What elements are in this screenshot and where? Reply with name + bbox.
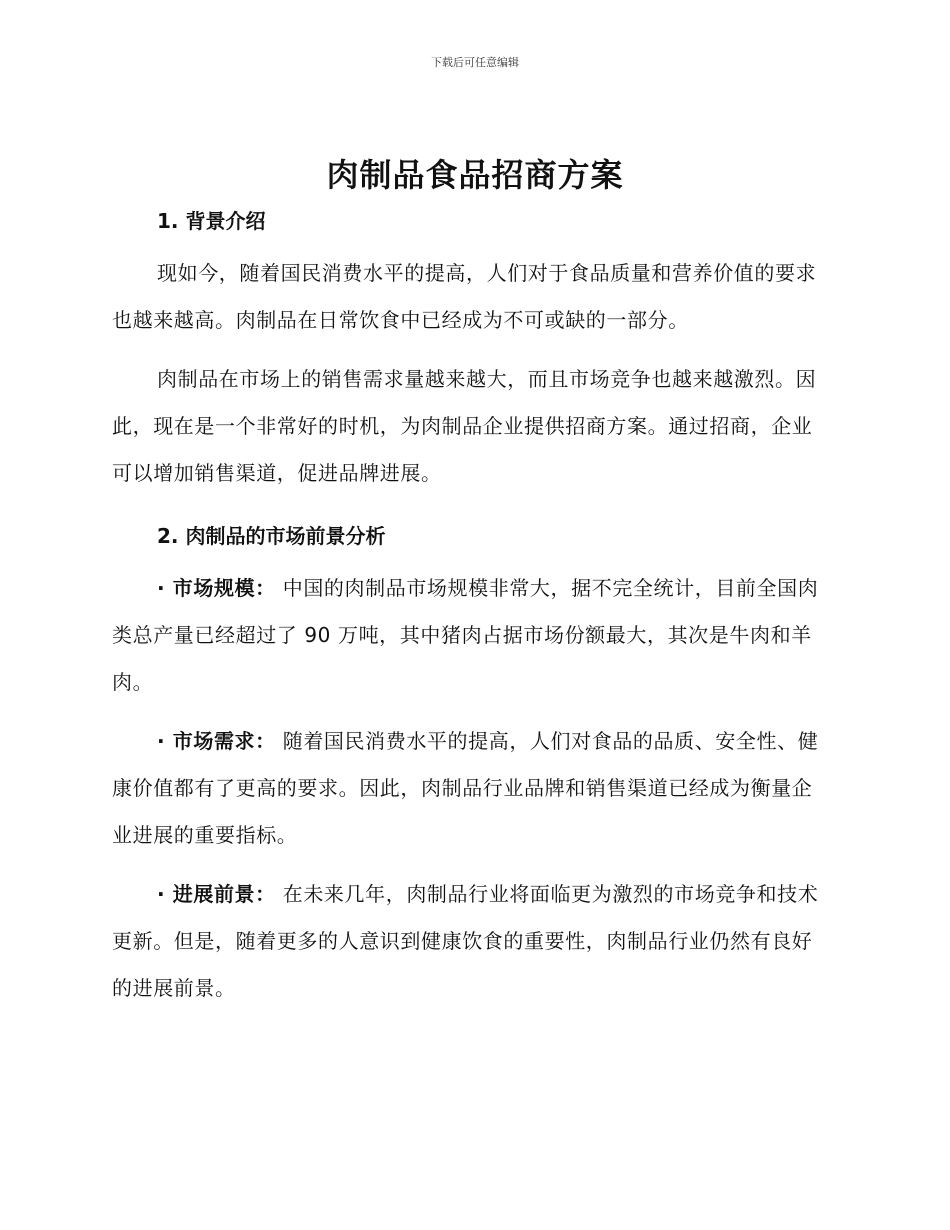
market-item-text: 在未来几年，肉制品行业将面临更为激烈的市场竞争和技术更新。但是，随着更多的人意识到健康饮食的重要性，肉制品行业仍然有良好的进展前景。 — [112, 882, 819, 1000]
market-item-label: · 市场规模： — [157, 576, 276, 600]
market-item-prospect — [112, 871, 832, 1012]
section-heading-market-analysis: 2. 肉制品的市场前景分析 — [157, 524, 386, 548]
page-header-note: 下载后可任意编辑 — [431, 56, 519, 69]
market-item-label: · 进展前景： — [157, 882, 276, 906]
document-body — [112, 204, 832, 1012]
background-paragraph-1: 现如今，随着国民消费水平的提高，人们对于食品质量和营养价值的要求也越来越高。肉制品在日常饮食中已经成为不可或缺的一部分。 — [112, 261, 817, 332]
section-heading-background: 1. 背景介绍 — [157, 209, 266, 233]
market-item-text: 随着国民消费水平的提高，人们对食品的品质、安全性、健康价值都有了更高的要求。因此，肉制品行业品牌和销售渠道已经成为衡量企业进展的重要指标。 — [112, 729, 819, 847]
document-title: 肉制品食品招商方案 — [326, 156, 624, 194]
market-item-label: · 市场需求： — [157, 729, 276, 753]
market-item-text: 中国的肉制品市场规模非常大，据不完全统计，目前全国肉类总产量已经超过了 90 万吨，其中猪肉占据市场份额最大，其次是牛肉和羊肉。 — [112, 576, 819, 694]
market-item-demand — [112, 718, 832, 859]
market-item-scale — [112, 565, 832, 706]
background-paragraph-2: 肉制品在市场上的销售需求量越来越大，而且市场竞争也越来越激烈。因此，现在是一个非常好的时机，为肉制品企业提供招商方案。通过招商，企业可以增加销售渠道，促进品牌进展。 — [112, 367, 817, 485]
